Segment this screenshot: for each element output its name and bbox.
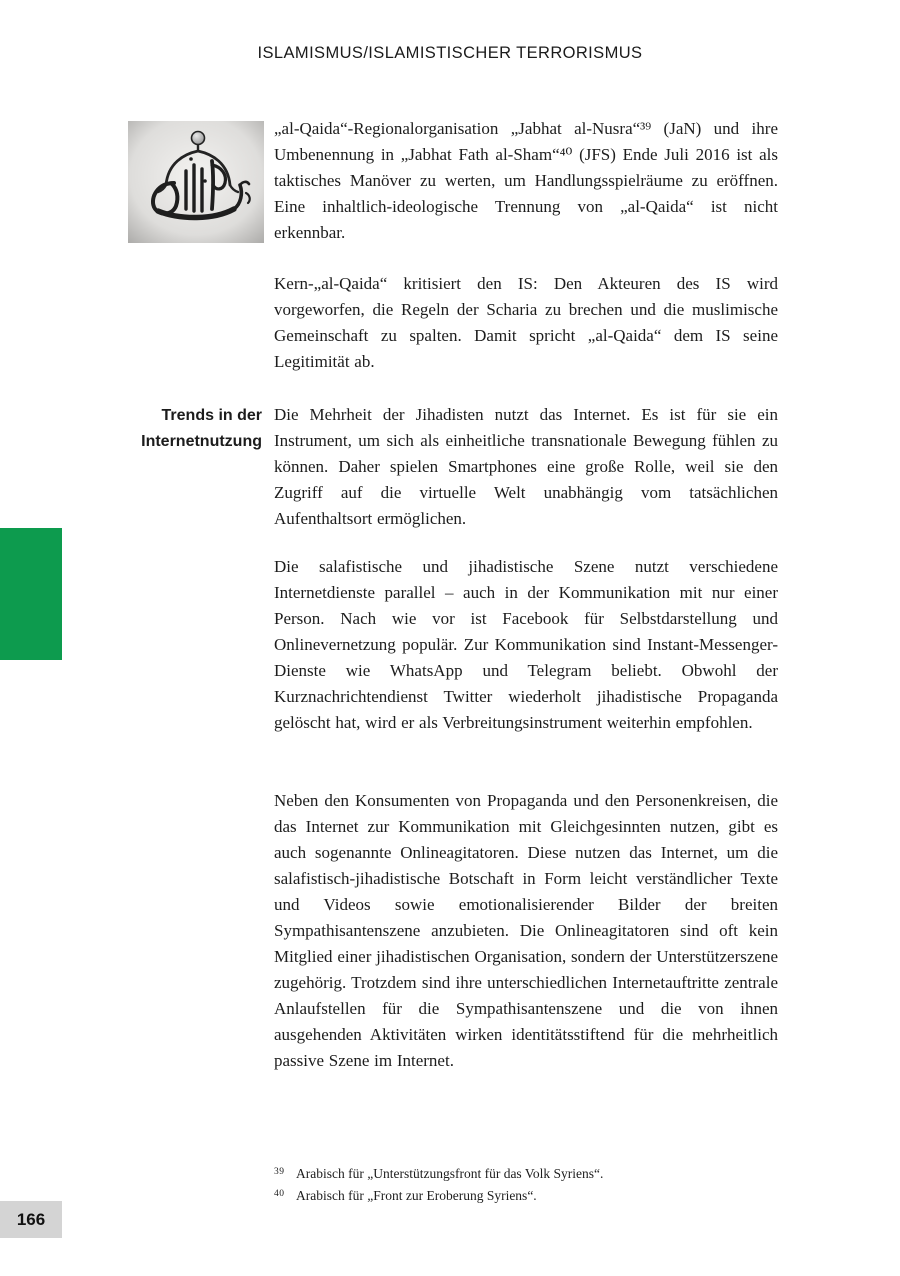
arabic-calligraphy-logo-image <box>128 121 264 243</box>
arabic-calligraphy-logo <box>128 121 264 243</box>
margin-note-trends-internetnutzung: Trends in der Internetnutzung <box>141 407 262 450</box>
body-paragraph-4: Die salafistische und jihadistische Szene nutzt verschiedene Internetdienste parallel – auch in der Kommunikation mit nur einer Person. Nach wie vor ist Facebook für Selbstdarstellung und Onlinevernetzung populär. Zur Kommunikation sind Instant-Messenger-Dienste wie WhatsApp und Telegram beliebt. Obwohl der Kurznachrichtendienst Twitter wiederholt jihadistische Propaganda gelöscht hat, wird er als Verbreitungsinstrument weiterhin empfohlen. <box>274 557 778 732</box>
page-number: 166 <box>16 1209 46 1229</box>
body-paragraph-3: Die Mehrheit der Jihadisten nutzt das Internet. Es ist für sie ein Instrument, um sich als einheitliche transnationale Bewegung fühlen zu können. Daher spielen Smartphones eine große Rolle, weil sie den Zugriff auf die virtuelle Welt unabhängig vom tatsächlichen Aufenthaltsort ermöglichen. <box>274 405 778 528</box>
footnote-39 <box>274 1163 778 1185</box>
footnotes-section <box>274 1163 778 1206</box>
body-paragraph-1: „al-Qaida“-Regionalorganisation „Jabhat al-Nusra“³⁹ (JaN) und ihre Umbenennung in „Jabhat Fath al-Sham“⁴⁰ (JFS) Ende Juli 2016 ist als taktisches Manöver zu werten, um Handlungsspielräume zu eröffnen. Eine inhaltlich-ideologische Trennung von „al-Qaida“ ist nicht erkennbar. <box>274 119 778 242</box>
footnote-marker: 40 <box>274 1188 285 1199</box>
body-paragraph-2: Kern-„al-Qaida“ kritisiert den IS: Den Akteuren des IS wird vorgeworfen, die Regeln der Scharia zu brechen und die muslimische Gemeinschaft zu spalten. Damit spricht „al-Qaida“ dem IS seine Legitimität ab. <box>274 274 778 371</box>
footnote-text: Arabisch für „Unterstützungsfront für das Volk Syriens“. <box>296 1166 604 1181</box>
footnote-text: Arabisch für „Front zur Eroberung Syriens“. <box>296 1187 537 1203</box>
footnote-40 <box>274 1185 778 1207</box>
page-number-box <box>0 1201 62 1238</box>
chapter-color-marker <box>0 528 62 660</box>
footnote-marker: 39 <box>274 1167 285 1177</box>
body-paragraph-5: Neben den Konsumenten von Propaganda und den Personenkreisen, die das Internet zur Kommunikation mit Gleichgesinnten nutzen, gibt es auch sogenannte Onlineagitatoren. Diese nutzen das Internet, um die salafistisch-jihadistische Botschaft in Form leicht verständlicher Texte und Videos sowie emotionalisierender Bilder der breiten Sympathisantenszene anzubieten. Die Onlineagitatoren sind oft kein Mitglied einer jihadistischen Organisation, sondern der Unterstützerszene zugehörig. Trotzdem sind ihre unterschiedlichen Internetauftritte zentrale Anlaufstellen für die Sympathisantenszene und die von ihnen ausgehenden Aktivitäten wirken identitätsstiftend für die mehrheitlich passive Szene im Internet. <box>274 791 778 1070</box>
chapter-header: ISLAMISMUS/ISLAMISTISCHER TERRORISMUS <box>257 44 643 62</box>
